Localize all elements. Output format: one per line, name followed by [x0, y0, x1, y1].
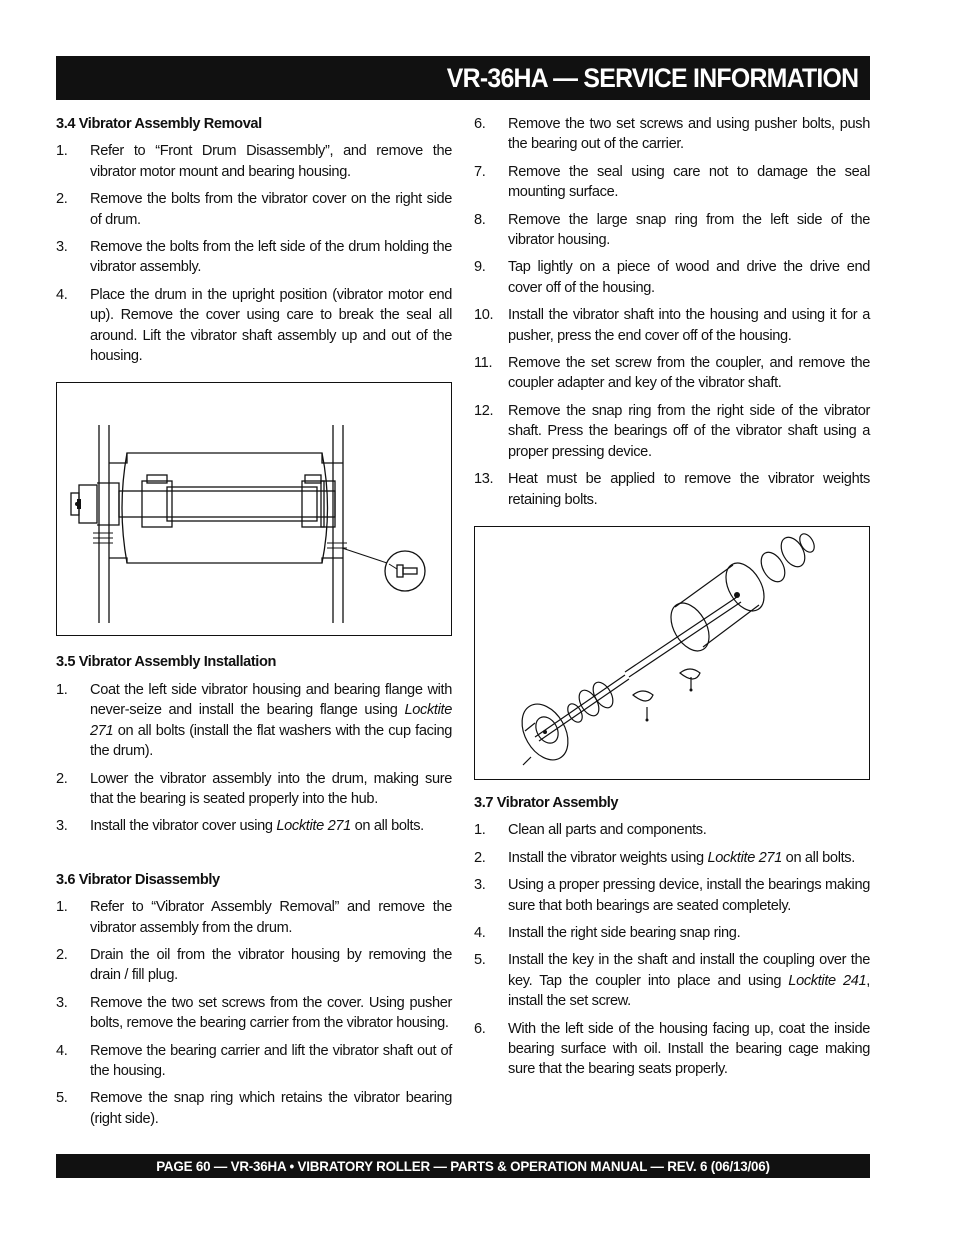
step-list — [474, 820, 870, 1079]
list-item — [56, 945, 452, 986]
item-text: Heat must be applied to remove the vibrator weights retaining bolts. — [508, 471, 870, 508]
item-number: 1. — [56, 143, 68, 160]
list-item — [474, 305, 870, 346]
list-item — [474, 1019, 870, 1080]
section-title: 3.5 Vibrator Assembly Installation — [56, 654, 276, 671]
item-text: Remove the two set screws and using pusher bolts, push the bearing out of the carrier. — [508, 116, 870, 153]
section-3-5 — [56, 652, 452, 836]
item-text: Remove the bolts from the vibrator cover on the right side of drum. — [90, 191, 452, 228]
vibrator-in-drum-drawing — [57, 383, 450, 634]
footer-bar — [56, 1154, 870, 1178]
item-text-pre: Install the vibrator cover using — [90, 818, 277, 835]
list-item — [474, 923, 870, 943]
list-item — [56, 1088, 452, 1129]
item-text: Remove the seal using care not to damage the seal mounting surface. — [508, 163, 870, 201]
page-title: VR-36HA — SERVICE INFORMATION — [446, 62, 858, 93]
item-number: 3. — [56, 994, 68, 1011]
step-list — [56, 680, 452, 837]
step-list — [474, 114, 870, 510]
section-title: 3.7 Vibrator Assembly — [474, 794, 619, 811]
product-name: Locktite 271 — [90, 702, 452, 739]
list-item — [56, 680, 452, 762]
item-number: 3. — [56, 239, 68, 256]
list-item — [56, 285, 452, 367]
item-text: Place the drum in the upright position (vibrator motor end up). Remove the cover using care to break the seal all around. Lift the vibrator shaft assembly up and out of the housing. — [90, 286, 452, 365]
header-bar — [56, 56, 870, 100]
list-item — [56, 237, 452, 278]
list-item — [474, 875, 870, 916]
section-title: 3.4 Vibrator Assembly Removal — [56, 116, 262, 132]
item-text — [508, 950, 870, 1011]
item-text: Install the vibrator shaft into the housing and using it for a pusher, press the end cover off of the housing. — [508, 307, 870, 344]
item-text: Install the right side bearing snap ring. — [508, 924, 741, 941]
item-number: 4. — [474, 924, 486, 941]
list-item — [474, 950, 870, 1011]
list-item — [56, 141, 452, 182]
item-text — [90, 816, 452, 836]
list-item — [474, 162, 870, 203]
vibrator-exploded-drawing — [475, 527, 868, 778]
item-number: 2. — [56, 191, 68, 208]
list-item — [474, 469, 870, 510]
figure-vibrator-exploded — [474, 526, 870, 780]
step-list — [56, 897, 452, 1129]
list-item — [474, 114, 870, 155]
item-number: 3. — [56, 818, 68, 835]
footer-text: PAGE 60 — VR-36HA • VIBRATORY ROLLER — PARTS & OPERATION MANUAL — REV. 6 (06/13/06) — [156, 1158, 770, 1174]
item-text: Remove the set screw from the coupler, and remove the coupler adapter and key of the vibrator shaft. — [508, 355, 870, 392]
section-3-4 — [56, 114, 452, 366]
item-number: 1. — [56, 899, 68, 916]
list-item — [56, 769, 452, 810]
list-item — [474, 210, 870, 251]
item-text: Refer to “Vibrator Assembly Removal” and remove the vibrator assembly from the drum. — [90, 899, 452, 936]
list-item — [56, 1041, 452, 1082]
item-number: 3. — [474, 877, 486, 894]
list-item — [474, 401, 870, 462]
product-name: Locktite 271 — [276, 818, 351, 835]
item-text: Drain the oil from the vibrator housing by removing the drain / fill plug. — [90, 946, 452, 984]
figure-vibrator-in-drum — [56, 382, 452, 636]
list-item — [56, 993, 452, 1034]
item-text — [90, 680, 452, 762]
item-number: 12. — [474, 402, 494, 419]
item-text-pre: Coat the left side vibrator housing and bearing flange with never-seize and install the bearing flange using — [90, 681, 452, 719]
section-title: 3.6 Vibrator Disassembly — [56, 871, 220, 888]
list-item — [56, 816, 452, 836]
item-number: 7. — [474, 163, 486, 180]
item-number: 11. — [474, 355, 493, 372]
item-text-pre: Install the vibrator weights using — [508, 849, 708, 866]
item-number: 5. — [56, 1090, 68, 1107]
item-number: 6. — [474, 116, 486, 132]
item-number: 2. — [474, 849, 486, 866]
item-text: Lower the vibrator assembly into the drum, making sure that the bearing is seated properly into the hub. — [90, 770, 452, 807]
list-item — [474, 257, 870, 298]
item-text: Remove the large snap ring from the left side of the vibrator housing. — [508, 211, 870, 249]
item-text-pre: Install the key in the shaft and install the coupling over the key. Tap the coupler into place and using — [508, 952, 870, 989]
item-number: 1. — [474, 822, 486, 839]
list-item — [56, 897, 452, 938]
section-3-7 — [474, 793, 870, 1080]
item-text: Using a proper pressing device, install the bearings making sure that both bearings are seated completely. — [508, 877, 870, 914]
item-text: Tap lightly on a piece of wood and drive the drive end cover off of the housing. — [508, 259, 870, 296]
item-text-post: on all bolts. — [350, 818, 424, 835]
item-number: 9. — [474, 259, 486, 276]
item-number: 2. — [56, 770, 68, 787]
product-name: Locktite 241 — [788, 972, 867, 989]
item-number: 4. — [56, 1042, 68, 1059]
product-name: Locktite 271 — [707, 849, 782, 866]
item-text: Remove the bearing carrier and lift the vibrator shaft out of the housing. — [90, 1042, 452, 1079]
step-list — [56, 141, 452, 366]
item-text-post: on all bolts. — [781, 849, 855, 866]
item-number: 8. — [474, 211, 486, 228]
section-3-6-continued — [474, 114, 870, 510]
item-number: 4. — [56, 286, 68, 303]
item-number: 1. — [56, 681, 68, 698]
item-text: With the left side of the housing facing up, coat the inside bearing surface with oil. Install the bearing cage making sure that the bearing seats properly. — [508, 1020, 870, 1078]
item-number: 13. — [474, 471, 494, 488]
item-text: Remove the bolts from the left side of the drum holding the vibrator assembly. — [90, 239, 452, 276]
item-number: 5. — [474, 952, 486, 969]
item-text: Remove the two set screws from the cover. Using pusher bolts, remove the bearing carrier from the vibrator housing. — [90, 994, 452, 1032]
item-number: 2. — [56, 946, 68, 963]
right-column — [474, 107, 870, 1080]
item-number: 6. — [474, 1020, 486, 1037]
list-item — [474, 848, 870, 868]
item-text: Clean all parts and components. — [508, 822, 707, 839]
section-3-6 — [56, 870, 452, 1129]
list-item — [474, 353, 870, 394]
item-text: Remove the snap ring which retains the vibrator bearing (right side). — [90, 1090, 452, 1127]
item-number: 10. — [474, 307, 494, 324]
item-text — [508, 848, 870, 868]
list-item — [474, 820, 870, 840]
left-column — [56, 114, 452, 1129]
item-text: Remove the snap ring from the right side of the vibrator shaft. Press the bearings off of the vibrator shaft using a proper pressing device. — [508, 402, 870, 460]
item-text: Refer to “Front Drum Disassembly”, and remove the vibrator motor mount and bearing housing. — [90, 143, 452, 180]
item-text-post: on all bolts (install the flat washers with the cup facing the drum). — [90, 722, 452, 760]
list-item — [56, 189, 452, 230]
item-text-post: , install the set screw. — [508, 972, 870, 1010]
